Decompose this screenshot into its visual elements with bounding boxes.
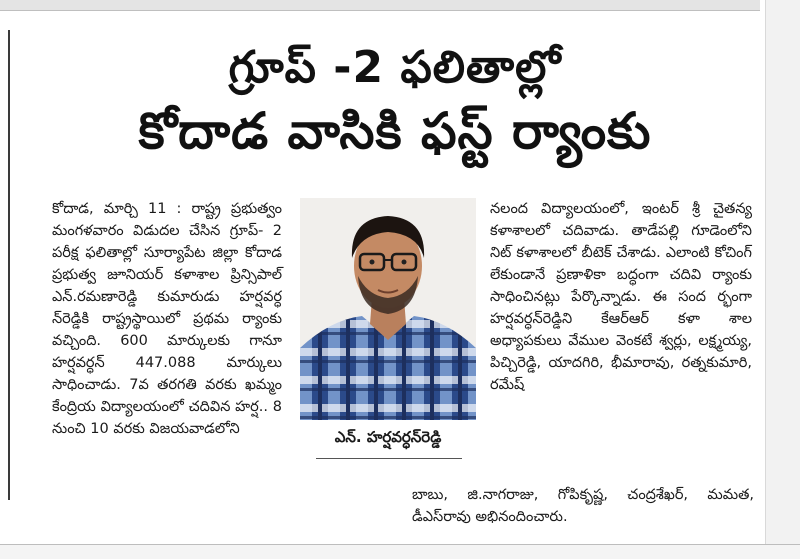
article-paragraph: నలంద విద్యాలయంలో, ఇంటర్ శ్రీ చైతన్య కళాశాలలో చదివాడు. తాడేపల్లి గూడెంలోని నిట్ కళాశాలలో బీటెక్ చేశాడు. ఎలాంటి కోచింగ్ లేకుండానే ప్రణాళికా బద్ధంగా చదివి ర్యాంకు సాధించినట్లు పేర్కొన్నాడు. ఈ సంద ర్భంగా హర్షవర్ధన్‌రెడ్డిని కేఆర్ఆర్ కళా శాల అధ్యాపకులు వేముల వెంకటే శ్వర్లు, లక్ష్మయ్య, పిచ్చిరెడ్డి, యాదగిరి, భీమారావు, రత్నకుమారి, రమేష్ bbox=[490, 201, 752, 393]
article-bottom-column bbox=[412, 484, 754, 528]
caption-underline bbox=[316, 458, 462, 459]
article-paragraph: బాబు, జి.నాగరాజు, గోపికృష్ణ, చంద్రశేఖర్, మమత, డీఎస్‌రావు అభినందించారు. bbox=[412, 487, 754, 525]
portrait-illustration bbox=[300, 198, 476, 420]
headline-line-1: గ్రూప్ -2 ఫలితాల్లో bbox=[228, 42, 562, 93]
headline bbox=[40, 38, 750, 164]
article-right-column bbox=[490, 198, 752, 396]
page-bottom-rule bbox=[0, 544, 800, 559]
article-paragraph: కోదాడ, మార్చి 11 : రాష్ట్ర ప్రభుత్వం మంగళవారం విడుదల చేసిన గ్రూప్- 2 పరీక్ష ఫలితాల్లో సూర్యాపేట జిల్లా కోదాడ ప్రభుత్వ జూనియర్ కళాశాల ప్రిన్సిపాల్ ఎన్.రమణారెడ్డి కుమారుడు హర్షవర్ధ న్‌రెడ్డికి రాష్ట్రస్థాయిలో ప్రథమ ర్యాంకు వచ్చింది. 600 మార్కులకు గానూ హర్షవర్ధన్ 447.088 మార్కులు సాధించాడు. 7వ తరగతి వరకు ఖమ్మం కేంద్రియ విద్యాలయంలో చదివిన హర్ష.. 8 నుంచి 10 వరకు విజయవాడలోని bbox=[52, 201, 282, 437]
article-left-column bbox=[52, 198, 282, 440]
headline-line-2: కోదాడ వాసికి ఫస్ట్ ర్యాంకు bbox=[138, 102, 652, 160]
photo-caption: ఎన్. హర్షవర్ధన్‌రెడ్డి bbox=[334, 428, 442, 446]
column-divider bbox=[8, 30, 16, 500]
portrait-photo bbox=[300, 198, 476, 420]
adjacent-page-strip bbox=[765, 0, 800, 558]
page-top-rule bbox=[0, 0, 760, 11]
